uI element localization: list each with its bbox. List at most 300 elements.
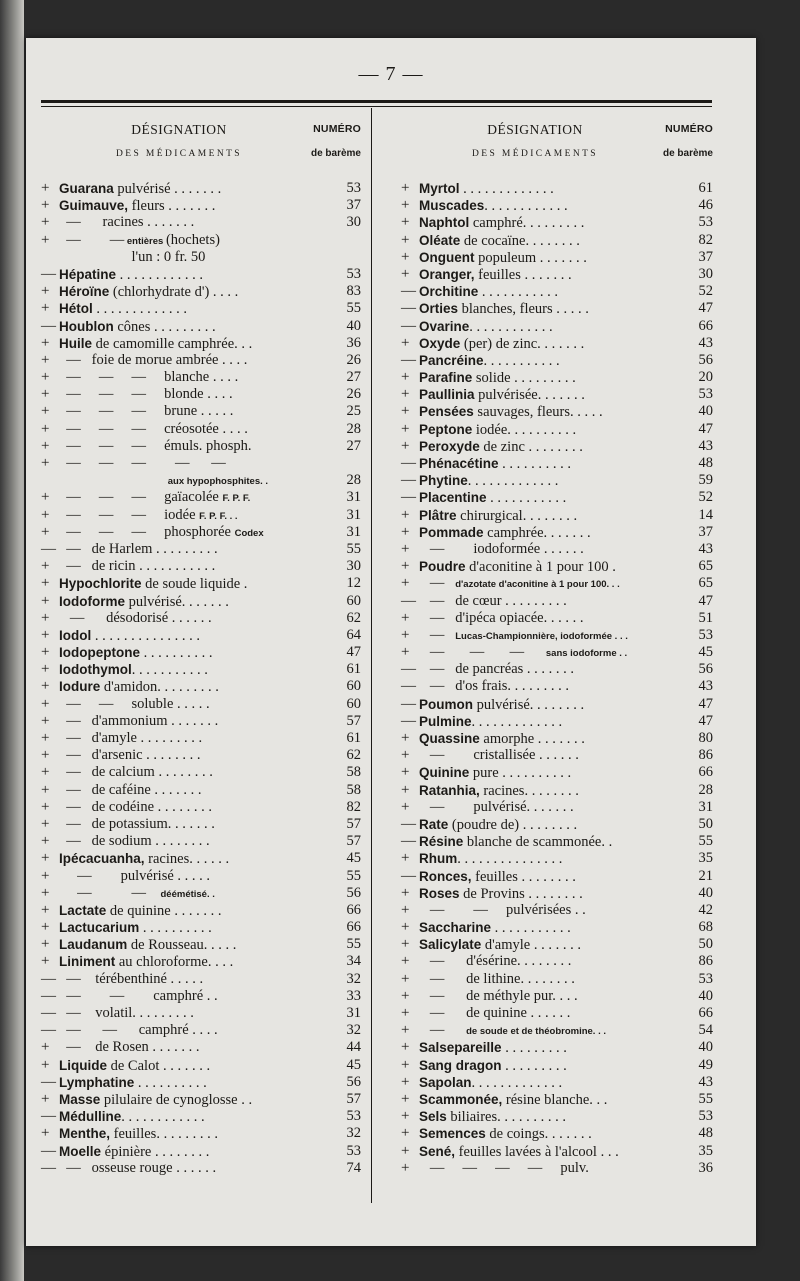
entry-bareme-number: 37 — [698, 523, 713, 540]
entry-text: — — — — — — [59, 455, 226, 471]
entry-designation — [419, 283, 675, 301]
entry-note: F. P. F. . . — [199, 510, 238, 522]
entry-bareme-number: 40 — [346, 317, 361, 334]
entry-text: . . . . . . . . . . — [134, 1074, 207, 1091]
entry-text: — de caféine . . . . . . . — [59, 781, 202, 798]
entry-bareme-number: 47 — [698, 592, 713, 609]
entry-text: au chloroforme. . . . — [115, 954, 234, 971]
entry-designation — [59, 747, 323, 764]
entry-designation — [59, 369, 323, 386]
entry-text: — — [419, 575, 456, 592]
entry-bareme-number: 58 — [346, 764, 361, 781]
entry-designation — [419, 558, 675, 576]
entry-sign: + — [401, 575, 410, 592]
list-item — [41, 661, 361, 678]
entry-name: Iodopeptone — [59, 645, 140, 661]
entry-designation — [59, 249, 323, 266]
entry-designation — [419, 988, 675, 1005]
entry-text: d'amyle . . . . . . . — [481, 937, 581, 954]
entry-bareme-number: 53 — [346, 180, 361, 196]
entry-text: de Provins . . . . . . . . — [459, 885, 583, 902]
entry-designation — [59, 833, 323, 850]
entry-designation — [419, 902, 675, 919]
entry-sign: + — [401, 1142, 410, 1159]
entry-sign: + — [41, 180, 50, 196]
entry-text: . . . . . . . . . . . — [491, 920, 571, 937]
entry-designation — [59, 1057, 323, 1075]
entry-text: . . . . . . . . . — [501, 1057, 567, 1074]
entry-text: . . . . . . . . . . . . . — [471, 713, 563, 730]
list-item — [41, 1005, 361, 1022]
entry-bareme-number: 47 — [698, 300, 713, 317]
entry-text: pulvérisé. . . . . . . — [125, 593, 229, 610]
entry-sign: + — [401, 248, 410, 265]
entry-text: — — [419, 1022, 467, 1039]
entry-bareme-number: 53 — [346, 1108, 361, 1125]
entry-designation — [59, 713, 323, 730]
entry-sign: + — [41, 850, 50, 867]
entry-bareme-number: 31 — [346, 1005, 361, 1021]
entry-bareme-number: 59 — [698, 472, 713, 489]
entry-sign: + — [41, 953, 50, 970]
list-item — [401, 197, 713, 214]
entry-name: Parafine — [419, 370, 473, 386]
list-item — [401, 953, 713, 970]
entry-name: Guimauve, — [59, 198, 129, 214]
entry-designation — [419, 936, 675, 954]
entry-name: Sels — [419, 1109, 447, 1125]
list-item — [41, 352, 361, 369]
entry-text: épinière . . . . . . . . — [101, 1143, 210, 1160]
entry-name: Muscades — [419, 198, 485, 214]
list-item — [41, 1057, 361, 1074]
list-item — [41, 386, 361, 403]
entry-designation — [59, 1039, 323, 1056]
list-item — [41, 455, 361, 472]
entry-sign: + — [41, 300, 50, 317]
entry-designation — [59, 403, 323, 420]
list-item — [41, 369, 361, 386]
entry-sign: + — [401, 781, 410, 798]
entry-bareme-number: 60 — [346, 695, 361, 712]
entry-sign: — — [41, 1005, 56, 1021]
entry-text: . . . . . . . . . . — [498, 456, 572, 472]
entry-name: Ratanhia, — [419, 782, 480, 798]
list-item — [41, 489, 361, 506]
entry-text: — — — brune . . . . . — [59, 403, 234, 420]
entry-name: Héroïne — [59, 284, 110, 300]
entry-designation — [419, 610, 675, 627]
entry-designation — [419, 472, 675, 490]
entry-bareme-number: 34 — [346, 953, 361, 970]
entry-bareme-number: 30 — [698, 265, 713, 282]
list-item — [401, 1074, 713, 1091]
entry-text: . . . . . . . . . . . — [131, 662, 208, 679]
entry-bareme-number: 31 — [346, 523, 361, 540]
list-item — [41, 1143, 361, 1160]
entry-designation — [59, 1022, 323, 1039]
entry-designation — [419, 919, 675, 937]
entry-bareme-number: 35 — [698, 850, 713, 867]
entry-text: — de Harlem . . . . . . . . . — [59, 540, 218, 557]
entry-sign: — — [401, 592, 416, 609]
list-item — [401, 1108, 713, 1125]
entry-bareme-number: 64 — [346, 626, 361, 643]
entry-sign: — — [401, 678, 416, 695]
entry-designation — [419, 971, 675, 988]
entry-text: l'un : 0 fr. 50 — [59, 248, 206, 265]
entry-bareme-number: 61 — [346, 661, 361, 678]
entry-name: Salsepareille — [419, 1040, 502, 1056]
entry-sign: + — [401, 884, 410, 901]
entry-bareme-number: 80 — [698, 730, 713, 746]
entry-bareme-number: 27 — [346, 437, 361, 454]
entry-name: Huile — [59, 335, 93, 351]
entry-bareme-number: 40 — [698, 403, 713, 420]
entry-sign: — — [41, 1142, 56, 1159]
entry-text: — de pancréas . . . . . . . — [419, 661, 575, 678]
list-item — [41, 300, 361, 317]
entry-sign: + — [41, 747, 50, 764]
entry-designation — [419, 764, 675, 782]
entry-sign: + — [401, 747, 410, 764]
entry-bareme-number: 26 — [346, 386, 361, 403]
entry-sign: + — [41, 1039, 50, 1056]
entry-designation — [419, 1091, 675, 1109]
entry-sign: + — [41, 558, 50, 575]
entry-sign: + — [41, 197, 50, 214]
entry-designation — [59, 575, 323, 593]
entry-bareme-number: 40 — [698, 1039, 713, 1056]
list-item — [41, 953, 361, 970]
list-item — [401, 644, 713, 661]
entry-text: pure . . . . . . . . . . — [469, 765, 572, 782]
entry-designation — [419, 644, 675, 662]
list-item — [401, 1143, 713, 1160]
entry-text: — osseuse rouge . . . . . . — [59, 1159, 217, 1176]
list-item — [41, 249, 361, 266]
list-item — [401, 180, 713, 197]
list-item — [401, 799, 713, 816]
entry-designation — [59, 850, 323, 868]
left-column — [41, 118, 361, 1177]
list-item — [41, 180, 361, 197]
entry-text: — — camphré . . — [59, 987, 218, 1004]
list-item — [41, 730, 361, 747]
list-item — [41, 266, 361, 283]
entry-name: Peroxyde — [419, 438, 480, 454]
list-item — [41, 214, 361, 231]
entry-bareme-number: 58 — [346, 781, 361, 798]
list-item — [401, 1160, 713, 1177]
entry-sign: + — [41, 489, 50, 506]
entry-bareme-number: 47 — [698, 420, 713, 437]
entry-designation — [59, 782, 323, 799]
entry-name: Hypochlorite — [59, 576, 142, 592]
entry-bareme-number: 30 — [346, 214, 361, 231]
entry-bareme-number: 53 — [698, 386, 713, 403]
entry-sign: + — [41, 833, 50, 850]
list-item — [401, 352, 713, 369]
entry-name: Houblon — [59, 318, 114, 334]
entry-designation — [419, 369, 675, 387]
list-item — [41, 575, 361, 592]
entry-bareme-number: 25 — [346, 403, 361, 420]
entry-text-cont: (hochets) — [165, 231, 220, 248]
entry-text: — — — blanche . . . . — [59, 369, 239, 386]
entry-text: . . . . . . . . . . . . . — [471, 1074, 563, 1091]
entry-designation — [59, 627, 323, 645]
entry-name: Oléate — [419, 232, 461, 248]
entry-sign: + — [401, 523, 410, 540]
entry-bareme-number: 57 — [346, 712, 361, 729]
entry-sign: + — [401, 919, 410, 936]
entry-text: biliaires. . . . . . . . . . — [446, 1109, 566, 1126]
list-item — [41, 283, 361, 300]
entry-designation — [59, 352, 323, 369]
entry-text: . . . . . . . . . . . . . . . — [91, 627, 200, 644]
entry-designation — [419, 197, 675, 215]
entry-sign: + — [41, 403, 50, 420]
entry-text: — — — gaïacolée — [59, 489, 223, 506]
entry-sign: + — [41, 901, 50, 918]
list-item — [41, 850, 361, 867]
entry-note: déémétisé. . — [160, 888, 215, 900]
entry-bareme-number: 44 — [346, 1039, 361, 1056]
entry-sign: + — [41, 437, 50, 454]
entry-designation — [419, 300, 675, 318]
entry-bareme-number: 40 — [698, 884, 713, 901]
entry-sign: — — [41, 1159, 56, 1176]
entry-text: — racines . . . . . . . — [59, 214, 195, 231]
entry-text: de cocaïne. . . . . . . . — [460, 232, 580, 249]
list-item — [401, 507, 713, 524]
entry-designation — [59, 455, 323, 472]
entry-designation — [59, 283, 323, 301]
entry-name: Ovarine — [419, 318, 470, 334]
entry-name: Roses — [419, 885, 460, 901]
entry-designation — [419, 885, 675, 903]
entry-name: Pensées — [419, 404, 474, 420]
entry-sign: + — [41, 678, 50, 695]
entry-designation — [419, 507, 675, 525]
list-item — [41, 644, 361, 661]
entry-bareme-number: 28 — [698, 781, 713, 798]
list-item — [41, 919, 361, 936]
entry-name: Placentine — [419, 490, 487, 506]
entry-sign: — — [401, 351, 416, 368]
entry-text: feuilles lavées à l'alcool . . . — [455, 1143, 619, 1160]
entry-name: Oranger, — [419, 266, 475, 282]
list-item — [401, 816, 713, 833]
bareme-subheading: de barème — [662, 148, 713, 159]
list-item — [41, 678, 361, 695]
entry-designation — [59, 885, 323, 903]
entry-sign: + — [401, 953, 410, 970]
entry-note: entières — [124, 235, 166, 247]
list-item — [401, 249, 713, 266]
list-item — [401, 627, 713, 644]
right-column-header — [401, 118, 713, 180]
list-item — [401, 919, 713, 936]
entry-sign: + — [41, 798, 50, 815]
entry-text: de Rousseau. . . . . — [127, 937, 237, 954]
entry-bareme-number: 53 — [698, 626, 713, 643]
entry-designation — [419, 352, 675, 370]
entry-sign: + — [41, 283, 50, 300]
entry-designation — [419, 421, 675, 439]
entry-designation — [59, 1108, 323, 1126]
list-item — [41, 902, 361, 919]
entry-bareme-number: 53 — [346, 265, 361, 282]
entry-sign: + — [401, 1108, 410, 1125]
entry-text: de soude liquide . — [141, 576, 248, 593]
entry-bareme-number: 86 — [698, 747, 713, 764]
entry-text: — cristallisée . . . . . . — [419, 747, 579, 764]
entry-designation — [59, 816, 323, 833]
entry-sign: + — [401, 764, 410, 781]
entry-note: F. P. F. — [222, 493, 251, 505]
entry-bareme-number: 28 — [346, 420, 361, 437]
entry-sign: + — [401, 987, 410, 1004]
right-entry-list — [401, 180, 713, 1177]
entry-sign: + — [401, 214, 410, 231]
entry-bareme-number: 43 — [698, 540, 713, 557]
entry-bareme-number: 66 — [346, 919, 361, 936]
entry-text: — — pulvérisées . . — [419, 901, 586, 918]
entry-text: pulvérisé. . . . . . . . — [473, 696, 585, 713]
entry-sign: + — [401, 506, 410, 523]
entry-bareme-number: 14 — [698, 506, 713, 523]
entry-text: sauvages, fleurs. . . . . — [473, 404, 603, 421]
list-item — [401, 696, 713, 713]
entry-text: amorphe . . . . . . . — [479, 731, 585, 747]
list-item — [41, 507, 361, 524]
entry-text: — — — créosotée . . . . — [59, 420, 248, 437]
entry-text: — térébenthiné . . . . . — [59, 970, 204, 987]
entry-text: d'aconitine à 1 pour 100 . — [465, 559, 616, 576]
entry-text: — de lithine. . . . . . . . — [419, 970, 575, 987]
entry-name: Sené, — [419, 1143, 456, 1159]
entry-note: de soude et de théobromine. . . — [466, 1026, 607, 1038]
entry-bareme-number: 57 — [346, 815, 361, 832]
entry-sign: + — [401, 420, 410, 437]
entry-designation — [419, 524, 675, 542]
list-item — [401, 1091, 713, 1108]
list-item — [41, 472, 361, 489]
list-item — [41, 1160, 361, 1177]
entry-sign: + — [401, 386, 410, 403]
entry-bareme-number: 46 — [698, 197, 713, 214]
entry-designation — [59, 1160, 323, 1177]
entry-name: Rhum — [419, 851, 458, 867]
entry-sign: — — [41, 987, 56, 1004]
entry-bareme-number: 53 — [698, 970, 713, 987]
entry-sign: + — [401, 1005, 410, 1021]
entry-designation — [419, 1039, 675, 1057]
entry-sign: + — [401, 1125, 410, 1142]
entry-sign: + — [401, 1090, 410, 1107]
entry-bareme-number: 49 — [698, 1056, 713, 1073]
entry-bareme-number: 61 — [346, 730, 361, 746]
list-item — [401, 936, 713, 953]
entry-designation — [59, 868, 323, 885]
entry-sign: + — [401, 231, 410, 248]
entry-text: feuilles . . . . . . . . — [471, 868, 576, 885]
entry-text: de zinc . . . . . . . . — [479, 438, 583, 455]
entry-designation — [59, 1143, 323, 1161]
list-item — [41, 318, 361, 335]
entry-designation — [59, 661, 323, 679]
entry-bareme-number: 43 — [698, 334, 713, 351]
entry-designation — [419, 696, 675, 714]
entry-bareme-number: 47 — [346, 644, 361, 661]
entry-text: — de codéine . . . . . . . . — [59, 798, 213, 815]
list-item — [401, 489, 713, 506]
entry-sign: — — [401, 712, 416, 729]
entry-designation — [59, 386, 323, 403]
entry-text: — de méthyle pur. . . . — [419, 987, 578, 1004]
entry-name: Phytine — [419, 473, 468, 489]
entry-designation — [59, 971, 323, 988]
entry-text: (chlorhydrate d') . . . . — [109, 284, 239, 301]
entry-name: Liquide — [59, 1057, 107, 1073]
entry-name: Résine — [419, 834, 464, 850]
medicaments-subheading: DES MÉDICAMENTS — [116, 149, 242, 159]
list-item — [401, 850, 713, 867]
entry-name: Iodure — [59, 679, 101, 695]
entry-sign: + — [401, 1022, 410, 1039]
entry-designation — [419, 335, 675, 353]
entry-sign: + — [41, 609, 50, 626]
entry-sign: — — [401, 455, 416, 471]
entry-designation — [419, 575, 675, 593]
entry-designation — [59, 919, 323, 937]
list-item — [401, 472, 713, 489]
entry-sign: — — [401, 317, 416, 334]
entry-name: Paullinia — [419, 387, 475, 403]
list-item — [41, 799, 361, 816]
entry-text: . . . . . . . . . . . . . . . — [457, 851, 563, 868]
list-item — [401, 558, 713, 575]
list-item — [401, 730, 713, 747]
entry-bareme-number: 66 — [346, 901, 361, 918]
entry-text: — — [419, 626, 456, 643]
entry-text: fleurs . . . . . . . — [128, 198, 216, 215]
entry-sign: + — [401, 334, 410, 351]
entry-designation — [59, 266, 323, 284]
entry-sign: + — [41, 386, 50, 403]
entry-text: solide . . . . . . . . . — [472, 370, 576, 387]
entry-bareme-number: 26 — [346, 351, 361, 368]
entry-sign: — — [401, 300, 416, 317]
entry-bareme-number: 53 — [346, 1142, 361, 1159]
list-item — [401, 575, 713, 592]
header-rule — [41, 100, 712, 103]
entry-designation — [419, 1143, 675, 1161]
entry-designation — [59, 953, 323, 971]
entry-name: Quinine — [419, 765, 470, 781]
entry-designation — [419, 782, 675, 800]
list-item — [401, 661, 713, 678]
list-item — [41, 971, 361, 988]
entry-text: . . . . . . . . . . . . . — [467, 473, 559, 490]
entry-sign: — — [41, 1108, 56, 1125]
entry-bareme-number: 48 — [698, 1125, 713, 1142]
entry-sign: + — [401, 403, 410, 420]
entry-designation — [419, 850, 675, 868]
entry-sign: + — [41, 334, 50, 351]
